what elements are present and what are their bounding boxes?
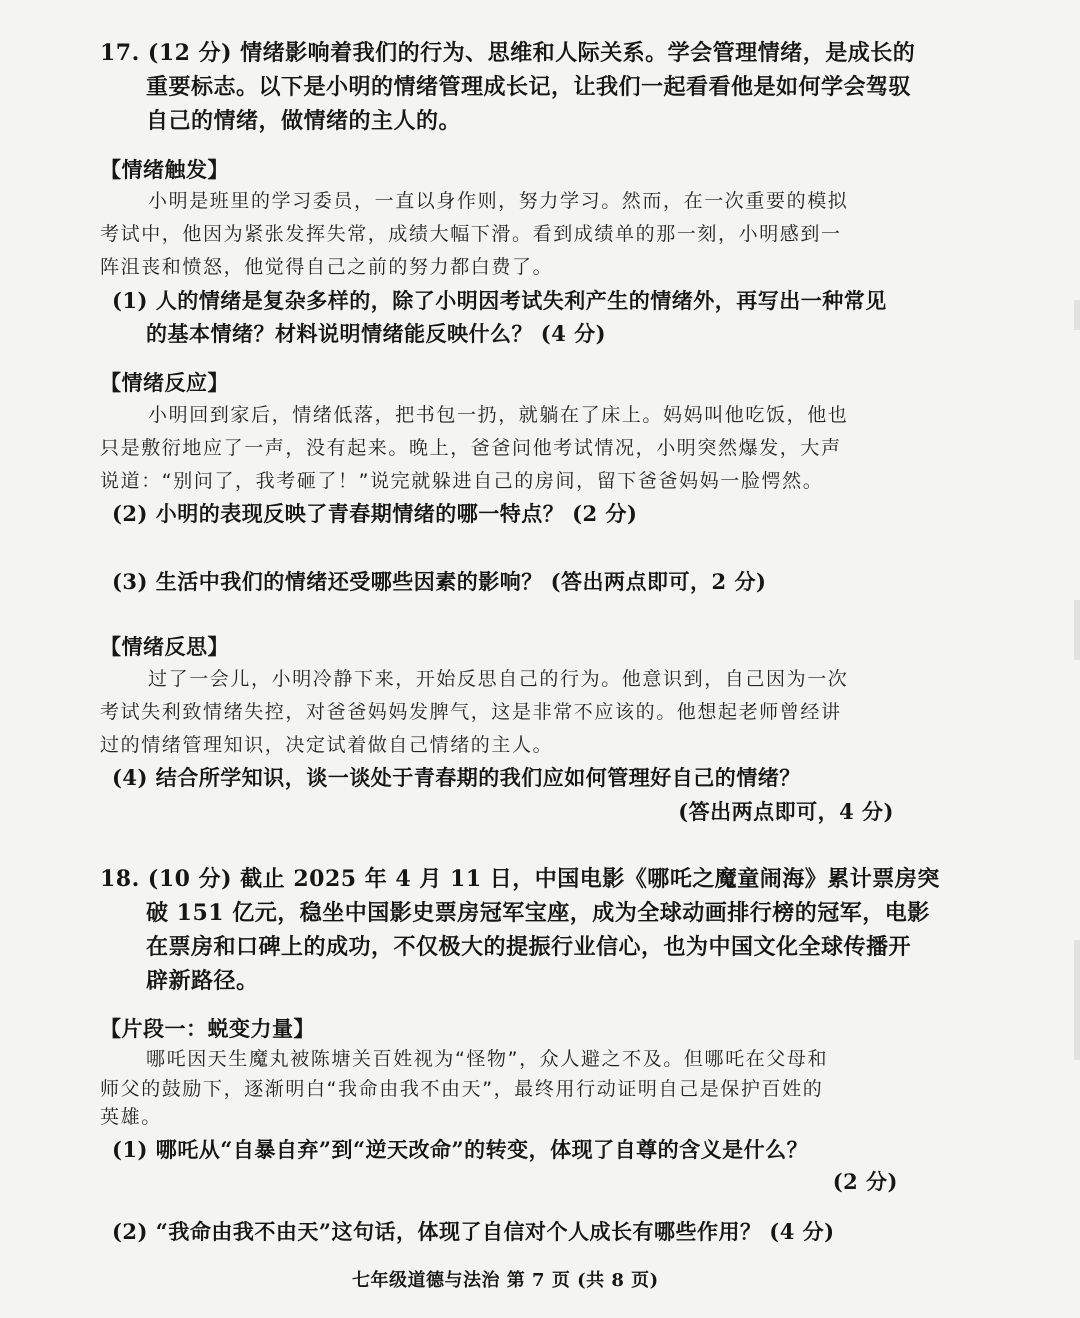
q17-sub-question-1-line-2: 的基本情绪？材料说明情绪能反映什么？ (4 分)	[146, 321, 607, 346]
q17-stem-line-1: 17. (12 分) 情绪影响着我们的行为、思维和人际关系。学会管理情绪，是成长的	[100, 40, 916, 66]
q17-stem-line-2: 重要标志。以下是小明的情绪管理成长记，让我们一起看看他是如何学会驾驭	[146, 74, 912, 100]
q17-sub-question-4-score: (答出两点即可，4 分)	[678, 799, 894, 824]
q17-material-reaction-line-3: 说道：“别问了，我考砸了！”说完就躲进自己的房间，留下爸爸妈妈一脸愕然。	[100, 470, 824, 492]
q17-material-trigger-line-3: 阵沮丧和愤怒，他觉得自己之前的努力都白费了。	[100, 256, 554, 278]
q18-stem-line-4: 辟新路径。	[146, 968, 259, 994]
page-footer: 七年级道德与法治 第 7 页 (共 8 页)	[352, 1270, 659, 1291]
q17-sub-question-3: (3) 生活中我们的情绪还受哪些因素的影响？ (答出两点即可，2 分)	[112, 569, 767, 594]
scan-edge-mark	[1074, 940, 1080, 1060]
q18-material-line-2: 师父的鼓励下，逐渐明白“我命由我不由天”，最终用行动证明自己是保护百姓的	[100, 1078, 824, 1100]
q17-material-reflection-line-3: 过的情绪管理知识，决定试着做自己情绪的主人。	[100, 734, 554, 756]
q17-material-reaction-line-1: 小明回到家后，情绪低落，把书包一扔，就躺在了床上。妈妈叫他吃饭，他也	[148, 404, 849, 426]
q17-sub-question-2: (2) 小明的表现反映了青春期情绪的哪一特点？ (2 分)	[112, 501, 638, 526]
q17-material-reflection-line-2: 考试失利致情绪失控，对爸爸妈妈发脾气，这是非常不应该的。他想起老师曾经讲	[100, 701, 842, 723]
q17-material-reaction-line-2: 只是敷衍地应了一声，没有起来。晚上，爸爸问他考试情况，小明突然爆发，大声	[100, 437, 842, 459]
q17-section-heading-reaction: 【情绪反应】	[100, 370, 229, 395]
q18-stem-line-1: 18. (10 分) 截止 2025 年 4 月 11 日，中国电影《哪吒之魔童闹海》累计票房突	[100, 866, 940, 892]
q17-material-trigger-line-2: 考试中，他因为紧张发挥失常，成绩大幅下滑。看到成绩单的那一刻，小明感到一	[100, 223, 842, 245]
q18-sub-question-1-score: (2 分)	[832, 1169, 898, 1194]
q18-section-heading-fragment-1: 【片段一：蜕变力量】	[100, 1016, 315, 1041]
q18-sub-question-2: (2) “我命由我不由天”这句话，体现了自信对个人成长有哪些作用？ (4 分)	[112, 1219, 835, 1244]
q18-stem-line-2: 破 151 亿元，稳坐中国影史票房冠军宝座，成为全球动画排行榜的冠军，电影	[146, 900, 930, 926]
scan-edge-mark	[1074, 300, 1080, 330]
q17-material-reflection-line-1: 过了一会儿，小明冷静下来，开始反思自己的行为。他意识到，自己因为一次	[148, 668, 849, 690]
q17-material-trigger-line-1: 小明是班里的学习委员，一直以身作则，努力学习。然而，在一次重要的模拟	[148, 190, 849, 212]
q17-sub-question-1-line-1: (1) 人的情绪是复杂多样的，除了小明因考试失利产生的情绪外，再写出一种常见	[112, 288, 887, 313]
q18-sub-question-1: (1) 哪吒从“自暴自弃”到“逆天改命”的转变，体现了自尊的含义是什么？	[112, 1137, 809, 1162]
q18-stem-line-3: 在票房和口碑上的成功，不仅极大的提振行业信心，也为中国文化全球传播开	[146, 934, 912, 960]
q17-section-heading-reflection: 【情绪反思】	[100, 634, 229, 659]
q17-stem-line-3: 自己的情绪，做情绪的主人的。	[146, 108, 462, 134]
q17-sub-question-4: (4) 结合所学知识，谈一谈处于青春期的我们应如何管理好自己的情绪？	[112, 765, 801, 790]
q17-section-heading-trigger: 【情绪触发】	[100, 157, 229, 182]
scan-edge-mark	[1074, 600, 1080, 660]
q18-material-line-1: 哪吒因天生魔丸被陈塘关百姓视为“怪物”，众人避之不及。但哪吒在父母和	[146, 1048, 829, 1070]
q18-material-line-3: 英雄。	[100, 1106, 162, 1128]
